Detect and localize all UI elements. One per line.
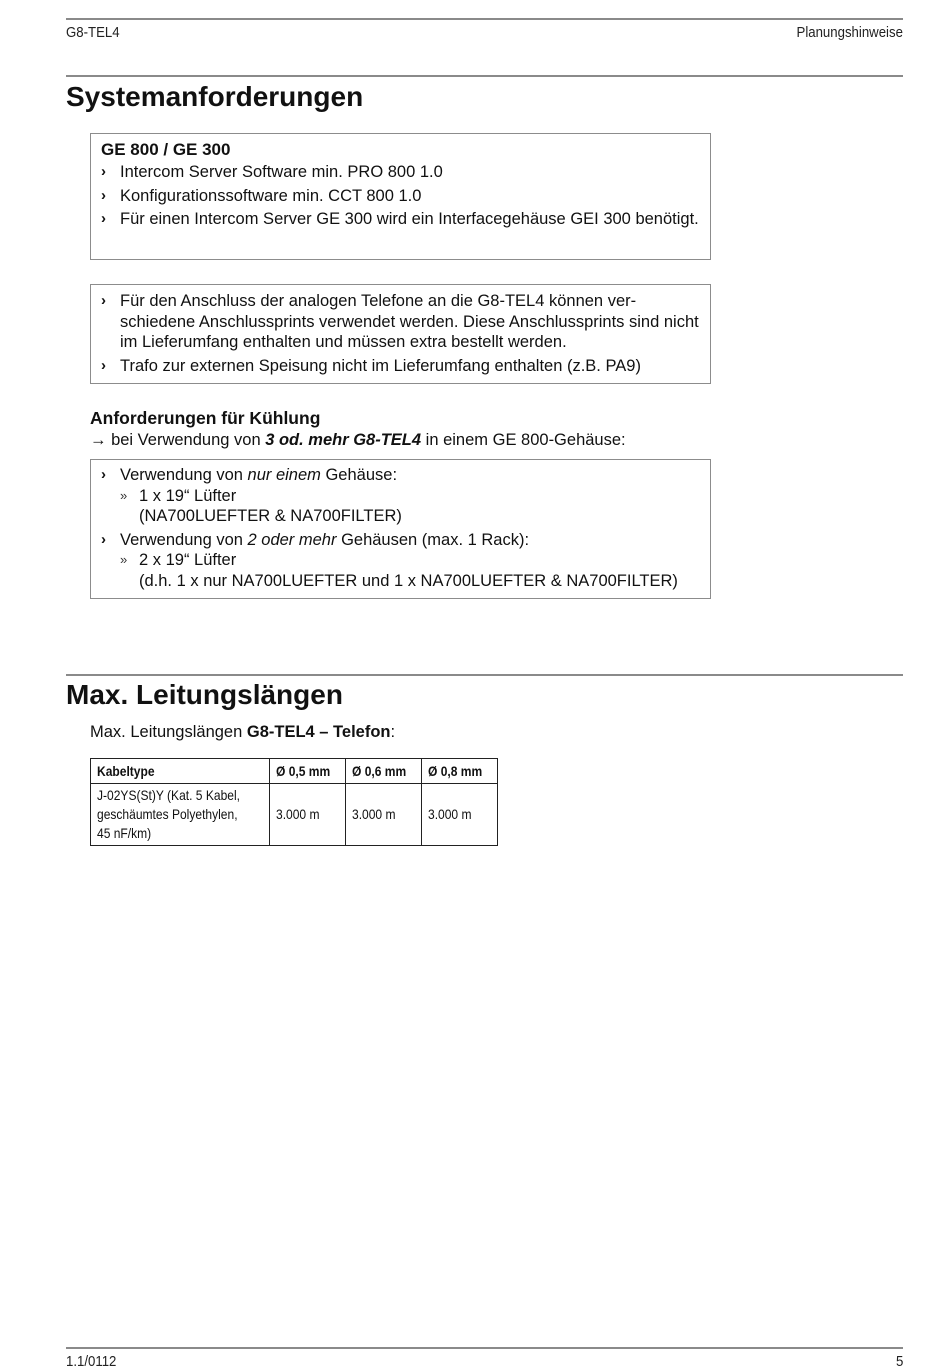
- cable-lengths-table: [90, 758, 498, 846]
- cooling-heading: Anforderungen für Kühlung: [90, 408, 321, 428]
- cell-length-0-6mm: 3.000 m: [346, 784, 422, 846]
- requirements-box-title: GE 800 / GE 300: [101, 140, 231, 159]
- list-item: › Verwendung von 2 oder mehr Gehäusen (max. 1 Rack): » 2 x 19“ Lüfter (d.h. 1 x nur NA700LUEFTER und 1 x NA700LUEFTER & NA700FILTER): [101, 530, 700, 592]
- footer-version: 1.1/0112: [66, 1353, 117, 1370]
- col-header-0-5mm: Ø 0,5 mm: [270, 759, 346, 784]
- list-item: › Trafo zur externen Speisung nicht im Lieferumfang enthalten (z.B. PA9): [101, 356, 641, 375]
- chevron-right-icon: ›: [101, 356, 106, 374]
- header-top-rule: [66, 18, 903, 20]
- requirements-list: [101, 162, 700, 230]
- col-header-0-8mm: Ø 0,8 mm: [422, 759, 498, 784]
- sub-list-item: » 2 x 19“ Lüfter (d.h. 1 x nur NA700LUEFTER und 1 x NA700LUEFTER & NA700FILTER): [120, 551, 678, 590]
- cooling-intro: → bei Verwendung von 3 od. mehr G8-TEL4 in einem GE 800-Gehäuse:: [90, 431, 626, 449]
- list-item: › Für einen Intercom Server GE 300 wird ein Interfacegehäuse GEI 300 benötigt.: [101, 210, 699, 228]
- hollow-chevron-icon: »: [120, 487, 128, 503]
- chevron-right-icon: ›: [101, 210, 106, 227]
- header-chapter-name: Planungshinweise: [796, 24, 903, 41]
- col-header-cable-type: Kabeltype: [91, 759, 270, 784]
- footer-rule: [66, 1347, 903, 1349]
- section-title-cable-lengths: Max. Leitungslängen: [66, 679, 343, 710]
- chevron-right-icon: ›: [101, 186, 106, 204]
- cooling-sublist: [120, 486, 700, 527]
- list-item: › Verwendung von nur einem Gehäuse: » 1 x 19“ Lüfter (NA700LUEFTER & NA700FILTER): [101, 465, 700, 527]
- section-rule-cable-lengths: [66, 674, 903, 676]
- list-item: › Für den Anschluss der analogen Telefone an die G8-TEL4 können ver-schiedene Anschlussprints verwendet werden. Diese Anschlussprints sind nicht im Lieferumfang enthalten und müssen extra bestellt werden.: [101, 292, 699, 351]
- cell-length-0-5mm: 3.000 m: [270, 784, 346, 846]
- cooling-sublist: [120, 550, 700, 591]
- hollow-chevron-icon: »: [120, 552, 128, 567]
- table-header-row: [91, 759, 498, 784]
- connection-notes-box: [90, 284, 711, 384]
- chevron-right-icon: ›: [101, 292, 106, 309]
- cell-length-0-8mm: 3.000 m: [422, 784, 498, 846]
- footer-page-number: 5: [895, 1353, 903, 1370]
- list-item: › Intercom Server Software min. PRO 800 1.0: [101, 163, 443, 181]
- cooling-list: [101, 465, 700, 591]
- header-product-name: G8-TEL4: [66, 24, 120, 41]
- cell-cable-type: J-02YS(St)Y (Kat. 5 Kabel, geschäumtes Polyethylen, 45 nF/km): [91, 784, 270, 846]
- chevron-right-icon: ›: [101, 163, 106, 180]
- table-row: [91, 784, 498, 846]
- chevron-right-icon: ›: [101, 466, 106, 483]
- connection-notes-list: [101, 291, 700, 376]
- col-header-0-6mm: Ø 0,6 mm: [346, 759, 422, 784]
- section-rule-system-requirements: [66, 75, 903, 77]
- cooling-requirements-box: [90, 459, 711, 599]
- section-title-system-requirements: Systemanforderungen: [66, 81, 364, 112]
- chevron-right-icon: ›: [101, 530, 106, 548]
- list-item: › Konfigurationssoftware min. CCT 800 1.0: [101, 186, 422, 205]
- sub-list-item: » 1 x 19“ Lüfter (NA700LUEFTER & NA700FILTER): [120, 486, 402, 525]
- cable-lengths-intro: Max. Leitungslängen G8-TEL4 – Telefon:: [90, 723, 396, 741]
- right-arrow-icon: →: [90, 431, 107, 449]
- requirements-box-ge800-ge300: [90, 133, 711, 260]
